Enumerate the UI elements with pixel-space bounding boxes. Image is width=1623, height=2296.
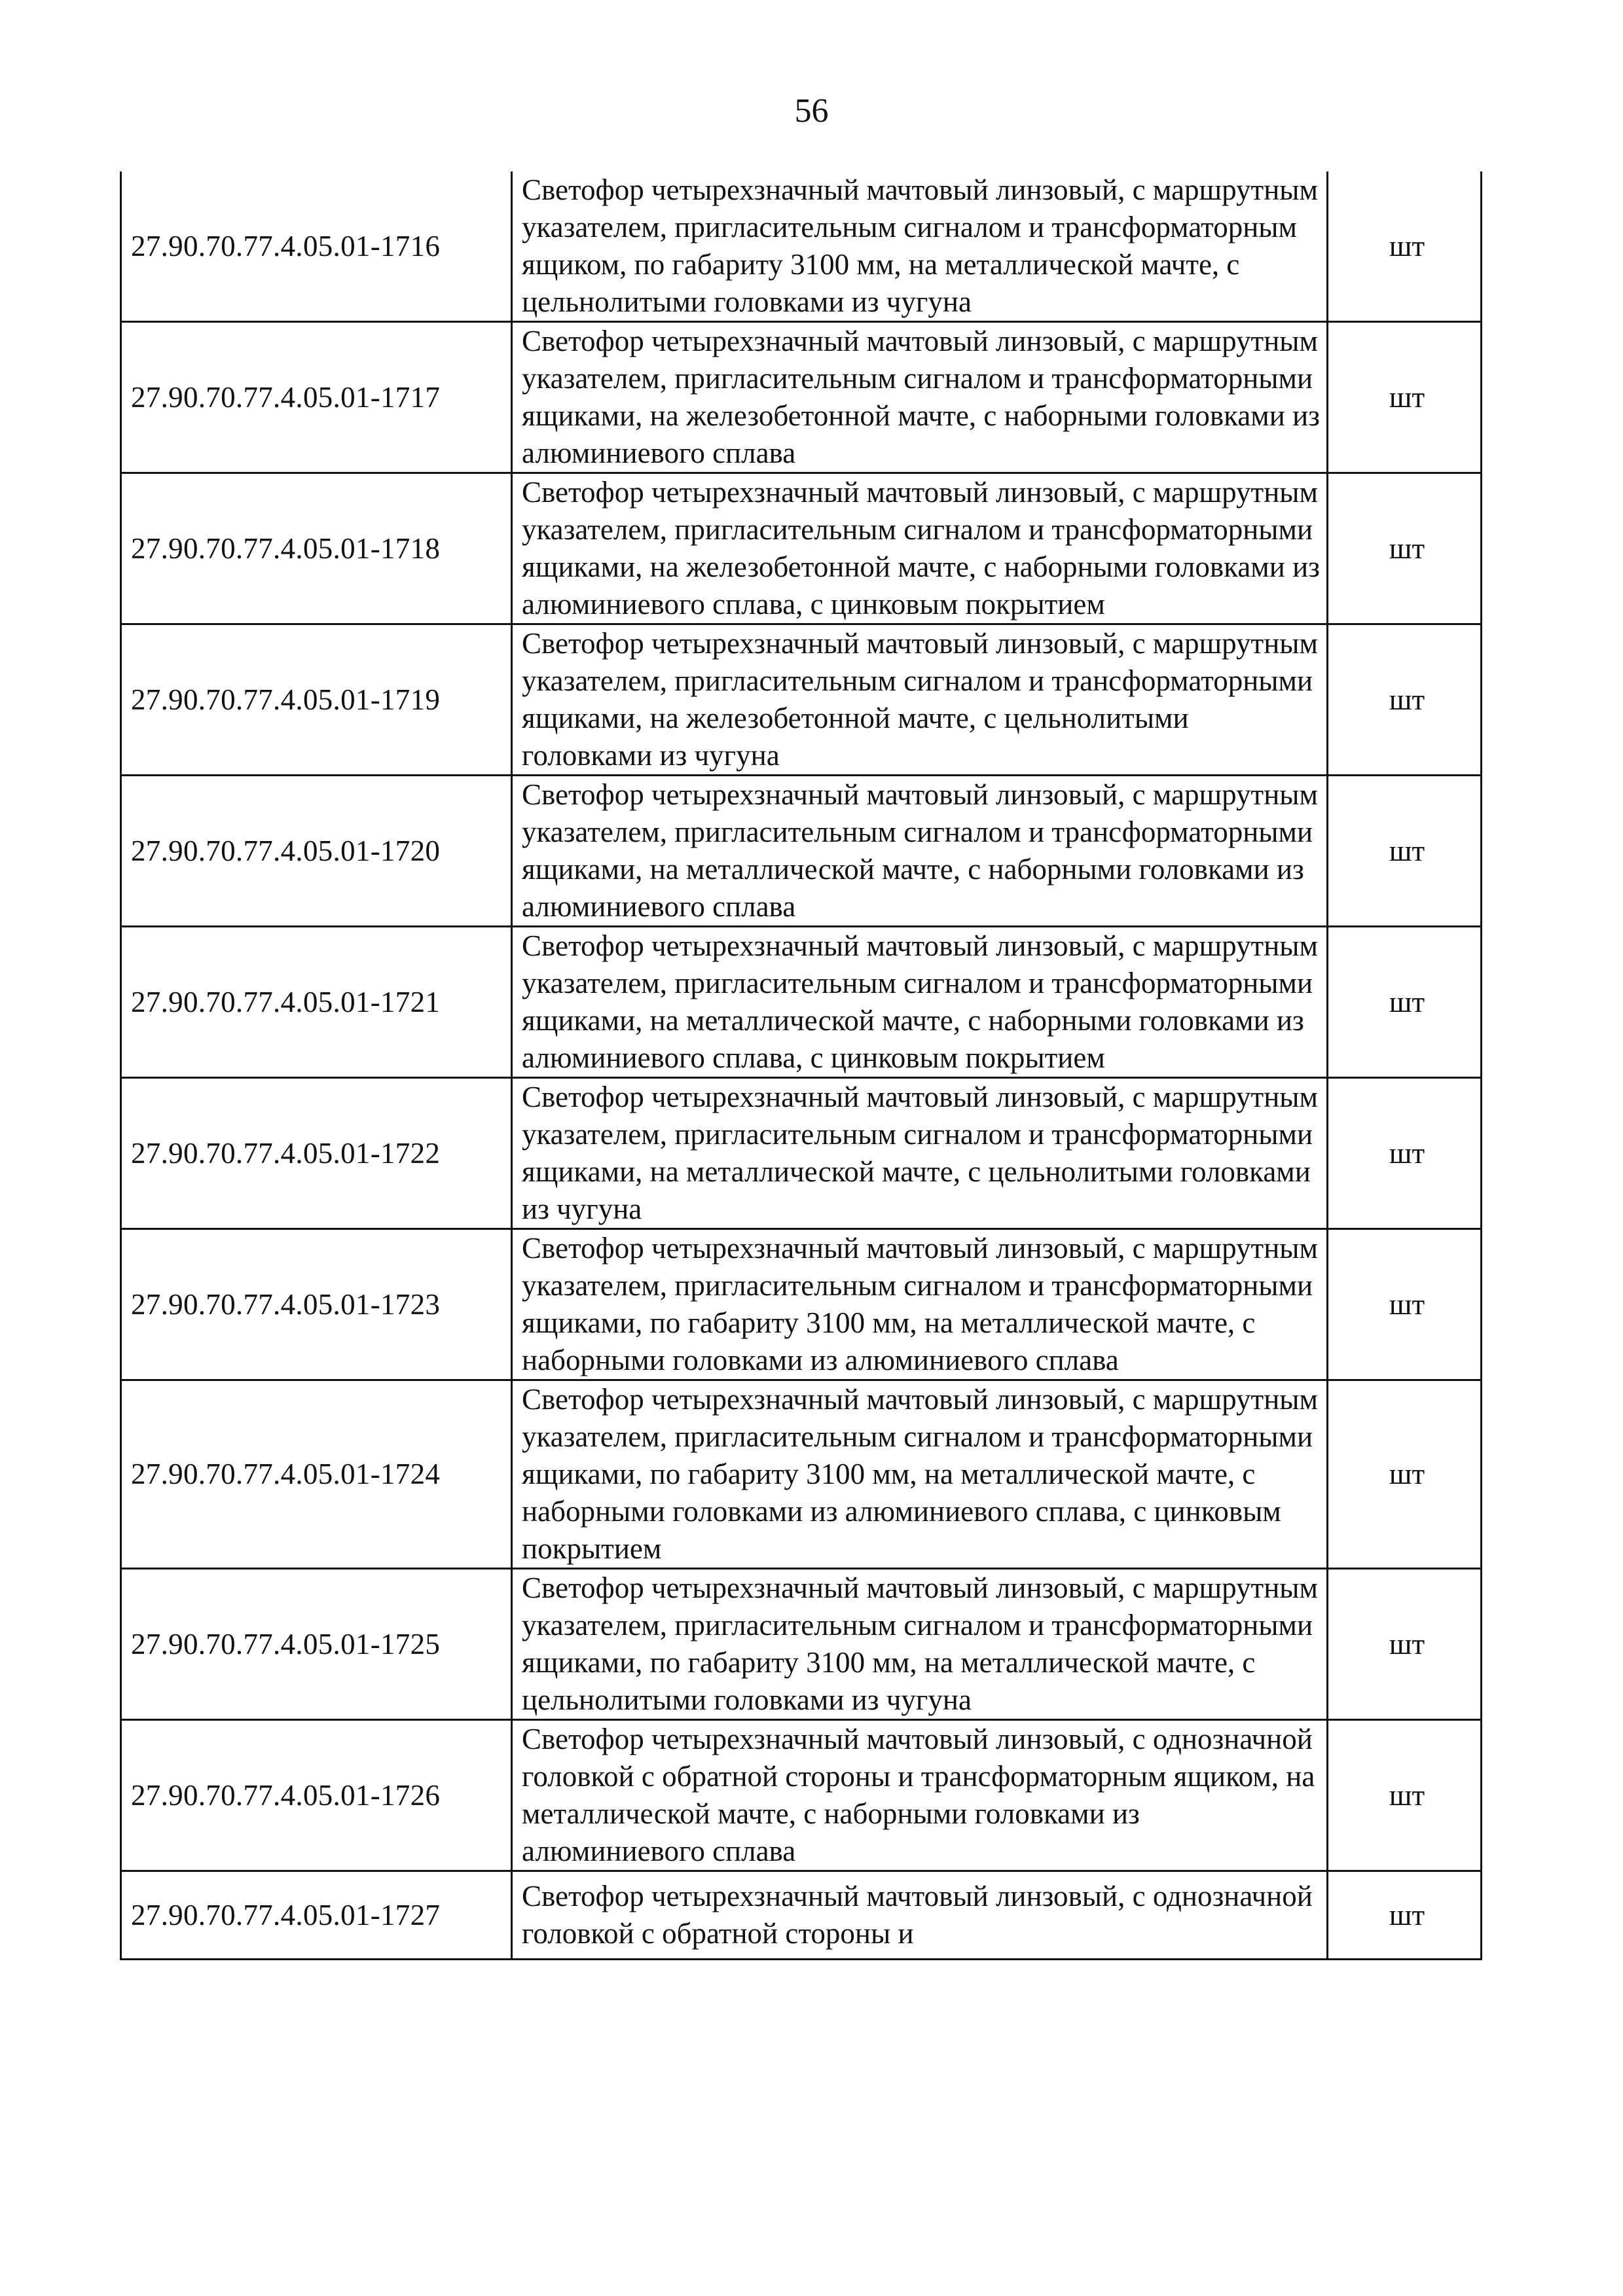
resource-description: Светофор четырехзначный мачтовый линзовый, с маршрутным указателем, пригласительным сигналом и трансформаторными ящиками, на металлической мачте, с наборными головками из алюминиевого сплава, с цинковым покрытием [512,927,1328,1078]
resource-code: 27.90.70.77.4.05.01-1724 [121,1380,512,1569]
unit-of-measure: шт [1328,1569,1482,1720]
resource-description: Светофор четырехзначный мачтовый линзовый, с однозначной головкой с обратной стороны и [512,1871,1328,1960]
table-row [121,776,1482,927]
resource-description: Светофор четырехзначный мачтовый линзовый, с маршрутным указателем, пригласительным сигналом и трансформаторными ящиками, на железобетонной мачте, с наборными головками из алюминиевого сплава, с цинковым покрытием [512,473,1328,624]
resource-code: 27.90.70.77.4.05.01-1722 [121,1078,512,1229]
table-row [121,1229,1482,1380]
page-number: 56 [794,92,829,130]
unit-of-measure: шт [1328,1078,1482,1229]
table-row [121,171,1482,322]
unit-of-measure: шт [1328,1720,1482,1871]
table-row [121,1569,1482,1720]
resource-description: Светофор четырехзначный мачтовый линзовый, с маршрутным указателем, пригласительным сигналом и трансформаторными ящиками, по габариту 3100 мм, на металлической мачте, с наборными головками из алюминиевого сплава [512,1229,1328,1380]
unit-of-measure: шт [1328,927,1482,1078]
resource-description: Светофор четырехзначный мачтовый линзовый, с маршрутным указателем, пригласительным сигналом и трансформаторными ящиками, на железобетонной мачте, с наборными головками из алюминиевого сплава [512,322,1328,473]
resource-code: 27.90.70.77.4.05.01-1726 [121,1720,512,1871]
resource-description: Светофор четырехзначный мачтовый линзовый, с однозначной головкой с обратной стороны и трансформаторным ящиком, на металлической мачте, с наборными головками из алюминиевого сплава [512,1720,1328,1871]
resource-description: Светофор четырехзначный мачтовый линзовый, с маршрутным указателем, пригласительным сигналом и трансформаторными ящиками, на металлической мачте, с цельнолитыми головками из чугуна [512,1078,1328,1229]
unit-of-measure: шт [1328,1871,1482,1960]
resource-code: 27.90.70.77.4.05.01-1720 [121,776,512,927]
table-row [121,1078,1482,1229]
resource-code: 27.90.70.77.4.05.01-1727 [121,1871,512,1960]
table-row [121,927,1482,1078]
table-row [121,1720,1482,1871]
resource-description: Светофор четырехзначный мачтовый линзовый, с маршрутным указателем, пригласительным сигналом и трансформаторными ящиками, на железобетонной мачте, с цельнолитыми головками из чугуна [512,624,1328,776]
resource-code: 27.90.70.77.4.05.01-1716 [121,171,512,322]
unit-of-measure: шт [1328,322,1482,473]
unit-of-measure: шт [1328,624,1482,776]
unit-of-measure: шт [1328,473,1482,624]
resource-description: Светофор четырехзначный мачтовый линзовый, с маршрутным указателем, пригласительным сигналом и трансформаторными ящиками, по габариту 3100 мм, на металлической мачте, с цельнолитыми головками из чугуна [512,1569,1328,1720]
resource-code: 27.90.70.77.4.05.01-1723 [121,1229,512,1380]
resource-description: Светофор четырехзначный мачтовый линзовый, с маршрутным указателем, пригласительным сигналом и трансформаторными ящиками, по габариту 3100 мм, на металлической мачте, с наборными головками из алюминиевого сплава, с цинковым покрытием [512,1380,1328,1569]
resource-catalog-table [120,171,1482,1960]
table-row [121,322,1482,473]
table-row [121,1380,1482,1569]
table-row [121,624,1482,776]
table-row [121,1871,1482,1960]
table-body [121,171,1482,1960]
unit-of-measure: шт [1328,171,1482,322]
resource-code: 27.90.70.77.4.05.01-1718 [121,473,512,624]
resource-code: 27.90.70.77.4.05.01-1717 [121,322,512,473]
resource-description: Светофор четырехзначный мачтовый линзовый, с маршрутным указателем, пригласительным сигналом и трансформаторным ящиком, по габариту 3100 мм, на металлической мачте, с цельнолитыми головками из чугуна [512,171,1328,322]
resource-code: 27.90.70.77.4.05.01-1725 [121,1569,512,1720]
unit-of-measure: шт [1328,776,1482,927]
resource-code: 27.90.70.77.4.05.01-1719 [121,624,512,776]
unit-of-measure: шт [1328,1229,1482,1380]
unit-of-measure: шт [1328,1380,1482,1569]
table-row [121,473,1482,624]
resource-description: Светофор четырехзначный мачтовый линзовый, с маршрутным указателем, пригласительным сигналом и трансформаторными ящиками, на металлической мачте, с наборными головками из алюминиевого сплава [512,776,1328,927]
resource-code: 27.90.70.77.4.05.01-1721 [121,927,512,1078]
